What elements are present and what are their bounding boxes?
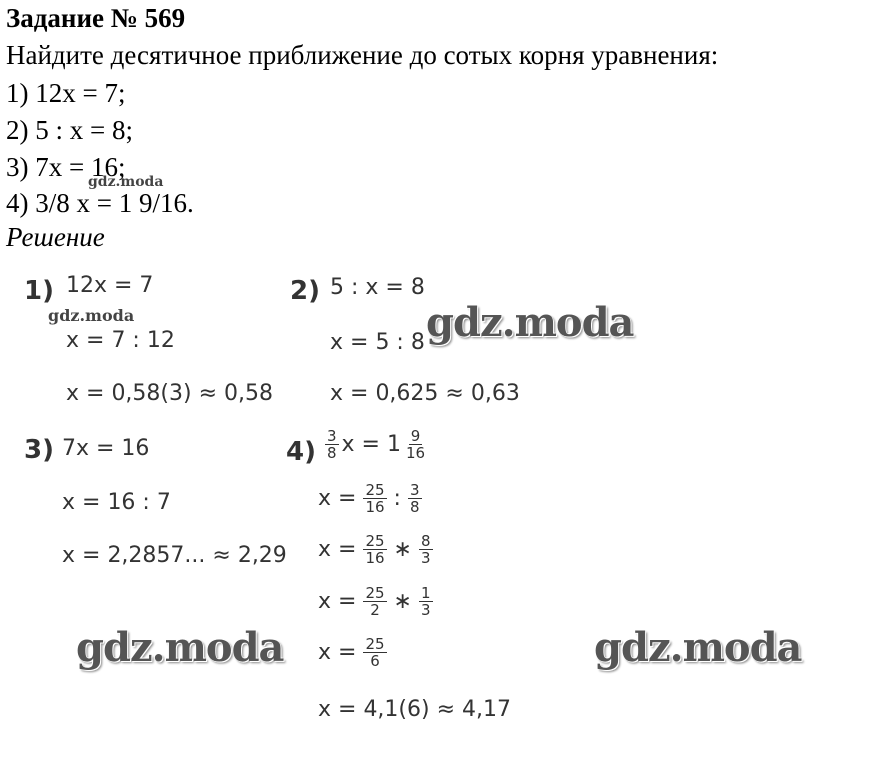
solution-label: Решение <box>6 222 105 252</box>
problem-3-step-2: x = 2,2857... ≈ 2,29 <box>62 543 287 568</box>
watermark: gdz.moda <box>594 624 802 671</box>
task-item-2: 2) 5 : x = 8; <box>6 115 133 145</box>
problem-2-number: 2) <box>290 276 320 306</box>
watermark: gdz.moda <box>88 174 164 190</box>
fraction: $\frac{9}{16}$ <box>405 427 426 462</box>
task-item-1: 1) 12x = 7; <box>6 78 126 108</box>
watermark: gdz.moda <box>48 306 135 325</box>
problem-2-equation: 5 : x = 8 <box>330 275 425 300</box>
problem-4-step-4: x = $\frac{25}{6}$ <box>318 635 385 670</box>
problem-4-step-1: x = $\frac{25}{16}$ : $\frac{3}{8}$ <box>318 481 420 516</box>
problem-3-step-1: x = 16 : 7 <box>62 490 171 515</box>
problem-2-step-2: x = 0,625 ≈ 0,63 <box>330 381 520 406</box>
task-item-4: 4) 3/8 x = 1 9/16. <box>6 188 194 218</box>
problem-3-number: 3) <box>24 435 54 465</box>
problem-4-equation: $\frac{3}{8}$ x = 1 $\frac{9}{16}$ <box>327 427 426 462</box>
task-prompt: Найдите десятичное приближение до сотых корня уравнения: <box>6 40 719 70</box>
problem-2-step-1: x = 5 : 8 <box>330 330 425 355</box>
watermark: gdz.moda <box>426 299 634 346</box>
fraction: $\frac{3}{8}$ <box>327 427 337 462</box>
problem-4-number: 4) <box>286 437 316 467</box>
problem-1-step-2: x = 0,58(3) ≈ 0,58 <box>66 381 273 406</box>
problem-1-number: 1) <box>24 276 54 306</box>
problem-4-step-2: x = $\frac{25}{16}$ ∗ $\frac{8}{3}$ <box>318 532 431 567</box>
watermark: gdz.moda <box>76 624 284 671</box>
problem-3-equation: 7x = 16 <box>62 436 150 461</box>
task-item-3: 3) 7x = 16; <box>6 152 126 182</box>
problem-4-step-5: x = 4,1(6) ≈ 4,17 <box>318 697 511 722</box>
problem-1-step-1: x = 7 : 12 <box>66 328 175 353</box>
problem-1-equation: 12x = 7 <box>66 273 154 298</box>
problem-4-step-3: x = $\frac{25}{2}$ ∗ $\frac{1}{3}$ <box>318 584 431 619</box>
task-title: Задание № 569 <box>6 3 186 33</box>
